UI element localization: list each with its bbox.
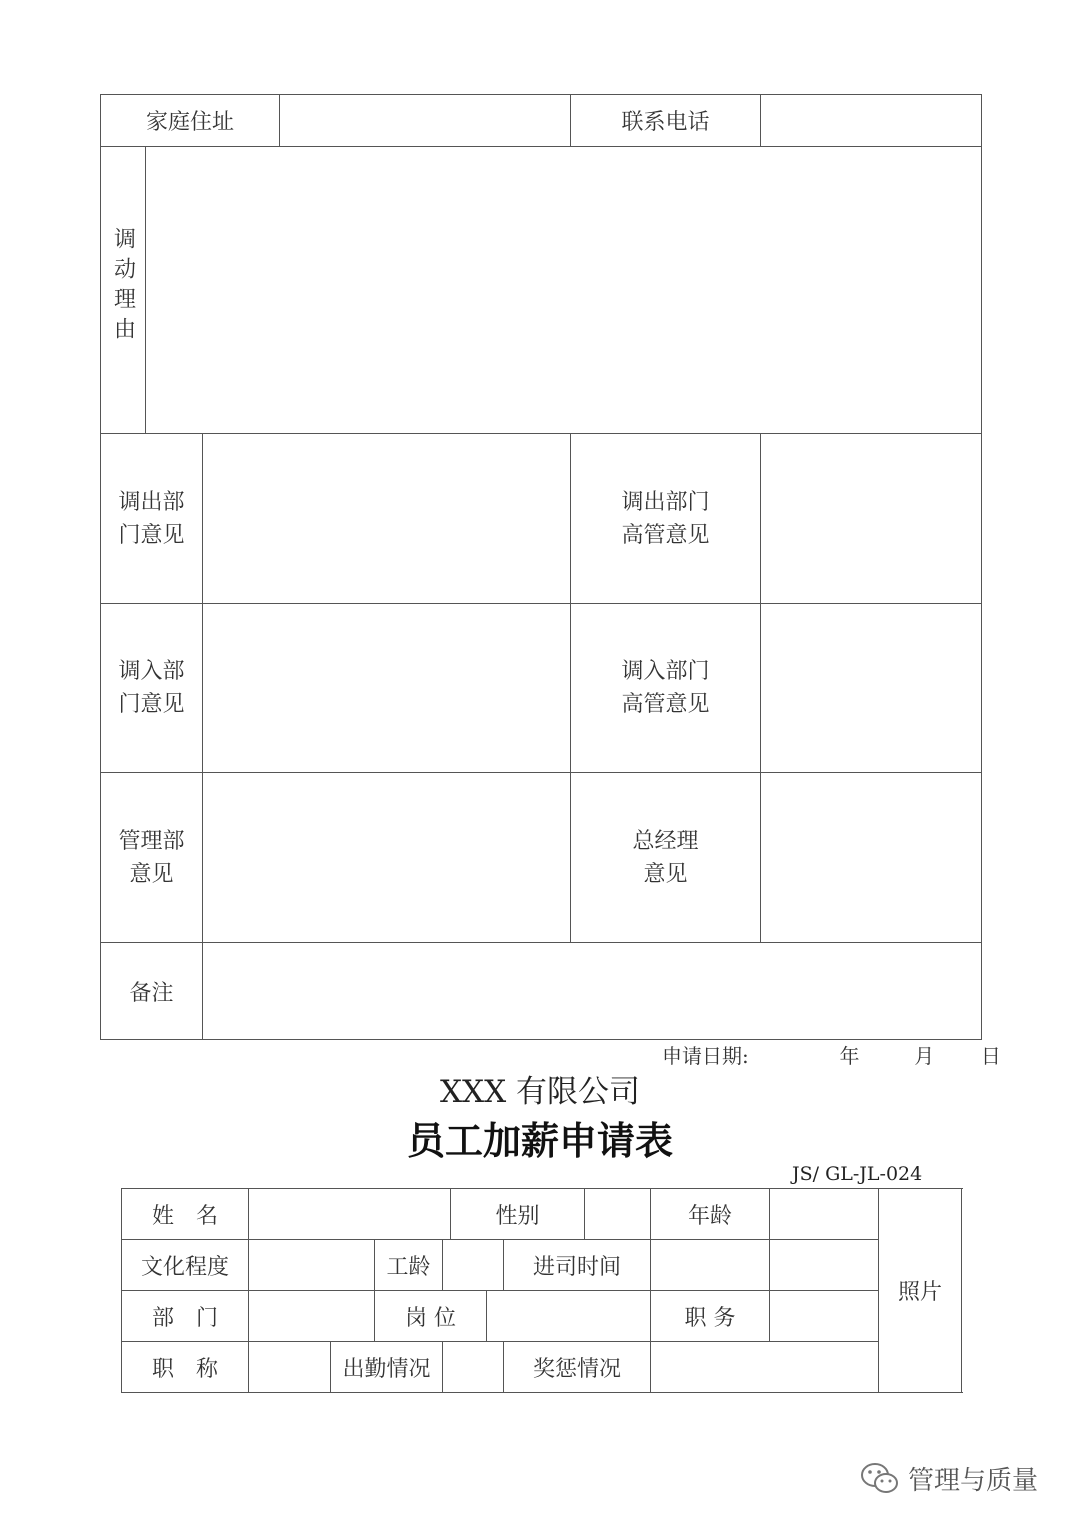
watermark-text: 管理与质量 — [908, 1466, 1039, 1496]
out-dept-opinion-label-line1: 调出部 — [118, 489, 185, 515]
raise-form-table — [121, 1188, 962, 1393]
education-label: 文化程度 — [122, 1240, 249, 1291]
out-dept-opinion-field[interactable] — [203, 434, 571, 604]
watermark — [860, 1460, 1038, 1497]
attendance-field[interactable] — [443, 1342, 504, 1393]
in-dept-opinion-label-line2: 门意见 — [118, 692, 185, 717]
form-title: 员工加薪申请表 — [406, 1118, 673, 1163]
title-field[interactable] — [249, 1342, 331, 1393]
seniority-label: 工龄 — [375, 1240, 443, 1291]
name-field[interactable] — [249, 1189, 451, 1240]
year-label: 年 — [839, 1044, 860, 1068]
attendance-label: 出勤情况 — [331, 1342, 443, 1393]
in-dept-opinion-label — [101, 604, 203, 773]
education-field[interactable] — [249, 1240, 375, 1291]
apply-date-label: 申请日期: — [662, 1044, 749, 1068]
position-label: 岗 位 — [375, 1291, 487, 1342]
out-dept-opinion-label-line2: 门意见 — [118, 522, 185, 548]
gender-field[interactable] — [585, 1189, 651, 1240]
wechat-icon — [860, 1462, 900, 1496]
gm-opinion-label-line2: 意见 — [643, 861, 688, 887]
duty-field[interactable] — [770, 1291, 879, 1342]
gm-opinion-label — [571, 773, 761, 943]
rewards-field[interactable] — [651, 1342, 879, 1393]
transfer-reason-label: 调动理由 — [110, 227, 136, 347]
transfer-reason-field[interactable] — [146, 147, 982, 434]
transfer-reason-label-cell — [101, 147, 146, 434]
title-label: 职 称 — [122, 1342, 249, 1393]
month-label: 月 — [914, 1044, 935, 1068]
in-dept-opinion-field[interactable] — [203, 604, 571, 773]
admin-dept-opinion-field[interactable] — [203, 773, 571, 943]
home-address-field[interactable] — [280, 95, 571, 147]
seniority-field[interactable] — [443, 1240, 504, 1291]
admin-dept-opinion-label-line1: 管理部 — [118, 828, 185, 854]
join-date-field[interactable] — [651, 1240, 770, 1291]
remarks-field[interactable] — [203, 943, 982, 1040]
admin-dept-opinion-label-line2: 意见 — [129, 861, 174, 887]
department-field[interactable] — [249, 1291, 375, 1342]
age-label: 年龄 — [651, 1189, 770, 1240]
admin-dept-opinion-label — [101, 773, 203, 943]
in-dept-opinion-label-line1: 调入部 — [118, 659, 185, 684]
company-name: XXX 有限公司 — [439, 1074, 641, 1110]
join-date-label: 进司时间 — [504, 1240, 651, 1291]
out-dept-exec-opinion-label-line1: 调出部门 — [621, 489, 710, 515]
remarks-label: 备注 — [101, 943, 203, 1040]
out-dept-exec-opinion-label — [571, 434, 761, 604]
phone-label: 联系电话 — [571, 95, 761, 147]
gender-label: 性别 — [451, 1189, 585, 1240]
rewards-label: 奖惩情况 — [504, 1342, 651, 1393]
out-dept-exec-opinion-label-line2: 高管意见 — [621, 522, 710, 548]
phone-field[interactable] — [761, 95, 982, 147]
photo-box[interactable]: 照片 — [879, 1189, 962, 1393]
gm-opinion-label-line1: 总经理 — [632, 828, 699, 854]
in-dept-exec-opinion-label-line2: 高管意见 — [621, 692, 710, 717]
name-label: 姓 名 — [122, 1189, 249, 1240]
in-dept-exec-opinion-field[interactable] — [761, 604, 982, 773]
join-date-field-extra[interactable] — [770, 1240, 879, 1291]
in-dept-exec-opinion-label — [571, 604, 761, 773]
out-dept-opinion-label — [101, 434, 203, 604]
out-dept-exec-opinion-field[interactable] — [761, 434, 982, 604]
duty-label: 职 务 — [651, 1291, 770, 1342]
form-code: JS/ GL-JL-024 — [792, 1163, 923, 1185]
transfer-form-table — [100, 94, 982, 1040]
department-label: 部 门 — [122, 1291, 249, 1342]
day-label: 日 — [980, 1044, 1001, 1068]
apply-date-line — [662, 1040, 1001, 1069]
position-field[interactable] — [487, 1291, 651, 1342]
gm-opinion-field[interactable] — [761, 773, 982, 943]
home-address-label: 家庭住址 — [101, 95, 280, 147]
in-dept-exec-opinion-label-line1: 调入部门 — [621, 659, 710, 684]
age-field[interactable] — [770, 1189, 879, 1240]
